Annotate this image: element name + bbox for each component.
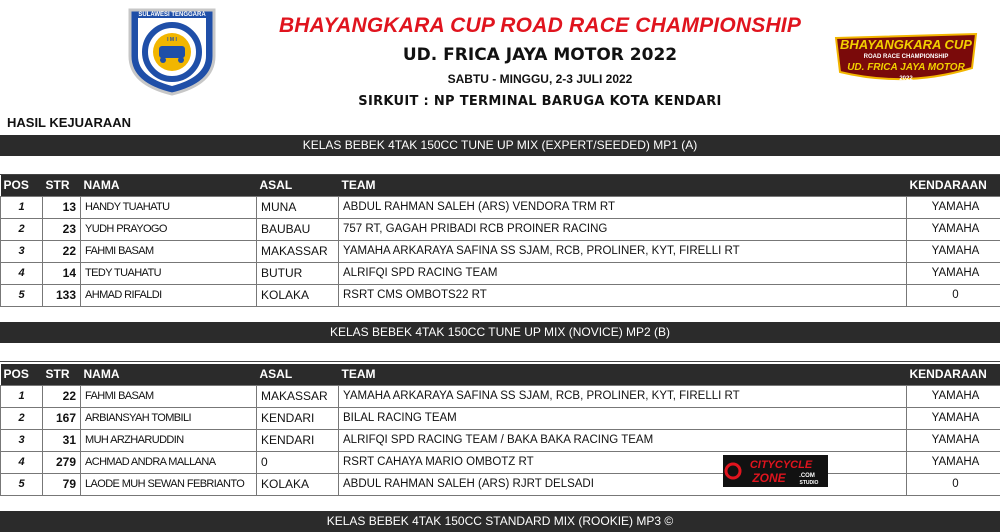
cell-nama: HANDY TUAHATU — [81, 196, 257, 218]
cell-pos: 1 — [1, 385, 43, 407]
table-row — [1, 451, 1000, 473]
event-subtitle: UD. FRICA JAYA MOTOR 2022 — [402, 45, 678, 65]
cell-kendaraan: YAMAHA — [907, 407, 1000, 429]
cell-str: 31 — [43, 429, 81, 451]
cell-pos: 1 — [1, 196, 43, 218]
cell-asal: KENDARI — [257, 429, 339, 451]
class-2-table — [0, 364, 1000, 496]
cell-team: RSRT CMS OMBOTS22 RT — [339, 284, 907, 306]
col-str: STR — [43, 364, 81, 385]
championship-logo-year: 2022 — [899, 76, 913, 82]
col-team: TEAM — [339, 364, 907, 385]
cell-str: 13 — [43, 196, 81, 218]
cell-str: 79 — [43, 473, 81, 495]
class-1-spacer — [0, 156, 1000, 175]
cell-pos: 3 — [1, 429, 43, 451]
table-header-row — [1, 364, 1000, 385]
cell-team: ALRIFQI SPD RACING TEAM / BAKA BAKA RACING TEAM — [339, 429, 907, 451]
cell-asal: MUNA — [257, 196, 339, 218]
cell-kendaraan: YAMAHA — [907, 451, 1000, 473]
col-asal: ASAL — [257, 175, 339, 196]
col-str: STR — [43, 175, 81, 196]
cell-asal: KOLAKA — [257, 473, 339, 495]
cell-str: 14 — [43, 262, 81, 284]
event-date: SABTU - MINGGU, 2-3 JULI 2022 — [447, 72, 633, 86]
watermark-line4: STUDIO — [799, 480, 819, 486]
table-header-row — [1, 175, 1000, 196]
cell-nama: FAHMI BASAM — [81, 385, 257, 407]
cell-kendaraan: YAMAHA — [907, 196, 1000, 218]
cell-asal: MAKASSAR — [257, 240, 339, 262]
col-kendaraan: KENDARAAN — [907, 364, 1000, 385]
cell-nama: ACHMAD ANDRA MALLANA — [81, 451, 257, 473]
cell-nama: YUDH PRAYOGO — [81, 218, 257, 240]
cell-team: YAMAHA ARKARAYA SAFINA SS SJAM, RCB, PROLINER, KYT, FIRELLI RT — [339, 385, 907, 407]
cell-asal: KOLAKA — [257, 284, 339, 306]
cell-pos: 3 — [1, 240, 43, 262]
watermark-line2: ZONE — [752, 471, 786, 485]
col-team: TEAM — [339, 175, 907, 196]
class-2-spacer — [0, 343, 1000, 362]
class-1-body — [1, 196, 1000, 306]
cell-team: ABDUL RAHMAN SALEH (ARS) RJRT DELSADI — [339, 473, 907, 495]
championship-logo-line3: UD. FRICA JAYA MOTOR — [847, 62, 965, 73]
cell-team: BILAL RACING TEAM — [339, 407, 907, 429]
cell-nama: AHMAD RIFALDI — [81, 284, 257, 306]
class-1-title: KELAS BEBEK 4TAK 150CC TUNE UP MIX (EXPERT/SEEDED) MP1 (A) — [0, 135, 1000, 156]
cell-kendaraan: YAMAHA — [907, 262, 1000, 284]
cell-team: ALRIFQI SPD RACING TEAM — [339, 262, 907, 284]
cell-nama: LAODE MUH SEWAN FEBRIANTO — [81, 473, 257, 495]
class-3-title: KELAS BEBEK 4TAK 150CC STANDARD MIX (ROOKIE) MP3 © — [0, 511, 1000, 532]
watermark-line1: CITYCYCLE — [749, 459, 813, 471]
col-nama: NAMA — [81, 175, 257, 196]
col-asal: ASAL — [257, 364, 339, 385]
cell-team: RSRT CAHAYA MARIO OMBOTZ RT — [339, 451, 907, 473]
table-row — [1, 284, 1000, 306]
table-row — [1, 385, 1000, 407]
cell-kendaraan: YAMAHA — [907, 385, 1000, 407]
championship-logo-line2: ROAD RACE CHAMPIONSHIP — [863, 54, 949, 60]
championship-logo-line1: BHAYANGKARA CUP — [840, 37, 972, 52]
table-row — [1, 262, 1000, 284]
results-label: HASIL KEJUARAAN — [7, 115, 131, 130]
event-title: BHAYANGKARA CUP ROAD RACE CHAMPIONSHIP — [278, 14, 802, 37]
table-row — [1, 429, 1000, 451]
cell-kendaraan: 0 — [907, 284, 1000, 306]
col-nama: NAMA — [81, 364, 257, 385]
col-pos: POS — [1, 175, 43, 196]
cell-asal: MAKASSAR — [257, 385, 339, 407]
table-row — [1, 407, 1000, 429]
cell-team: YAMAHA ARKARAYA SAFINA SS SJAM, RCB, PROLINER, KYT, FIRELLI RT — [339, 240, 907, 262]
table-row — [1, 196, 1000, 218]
cell-str: 133 — [43, 284, 81, 306]
cell-str: 279 — [43, 451, 81, 473]
cell-kendaraan: YAMAHA — [907, 218, 1000, 240]
cell-kendaraan: 0 — [907, 473, 1000, 495]
cell-pos: 2 — [1, 407, 43, 429]
class-2-body — [1, 385, 1000, 495]
citycyclezone-watermark — [723, 455, 828, 487]
class-2-title: KELAS BEBEK 4TAK 150CC TUNE UP MIX (NOVICE) MP2 (B) — [0, 322, 1000, 343]
cell-kendaraan: YAMAHA — [907, 240, 1000, 262]
table-row — [1, 240, 1000, 262]
cell-asal: BUTUR — [257, 262, 339, 284]
cell-str: 22 — [43, 385, 81, 407]
cell-str: 22 — [43, 240, 81, 262]
cell-str: 23 — [43, 218, 81, 240]
col-kendaraan: KENDARAAN — [907, 175, 1000, 196]
championship-logo — [832, 28, 980, 90]
cell-nama: FAHMI BASAM — [81, 240, 257, 262]
imi-logo-top-text: SULAWESI TENGGARA — [138, 12, 206, 18]
table-row — [1, 473, 1000, 495]
cell-team: ABDUL RAHMAN SALEH (ARS) VENDORA TRM RT — [339, 196, 907, 218]
cell-pos: 4 — [1, 262, 43, 284]
cell-pos: 4 — [1, 451, 43, 473]
event-venue: SIRKUIT : NP TERMINAL BARUGA KOTA KENDARI — [358, 94, 722, 109]
imi-logo-mid-text: I M I — [167, 37, 177, 43]
cell-asal: BAUBAU — [257, 218, 339, 240]
cell-pos: 2 — [1, 218, 43, 240]
cell-team: 757 RT, GAGAH PRIBADI RCB PROINER RACING — [339, 218, 907, 240]
cell-asal: KENDARI — [257, 407, 339, 429]
cell-kendaraan: YAMAHA — [907, 429, 1000, 451]
cell-nama: TEDY TUAHATU — [81, 262, 257, 284]
cell-asal: 0 — [257, 451, 339, 473]
col-pos: POS — [1, 364, 43, 385]
cell-str: 167 — [43, 407, 81, 429]
cell-nama: ARBIANSYAH TOMBILI — [81, 407, 257, 429]
table-row — [1, 218, 1000, 240]
class-1-table — [0, 175, 1000, 307]
cell-nama: MUH ARZHARUDDIN — [81, 429, 257, 451]
cell-pos: 5 — [1, 284, 43, 306]
cell-pos: 5 — [1, 473, 43, 495]
watermark-line3: .COM — [799, 473, 815, 479]
